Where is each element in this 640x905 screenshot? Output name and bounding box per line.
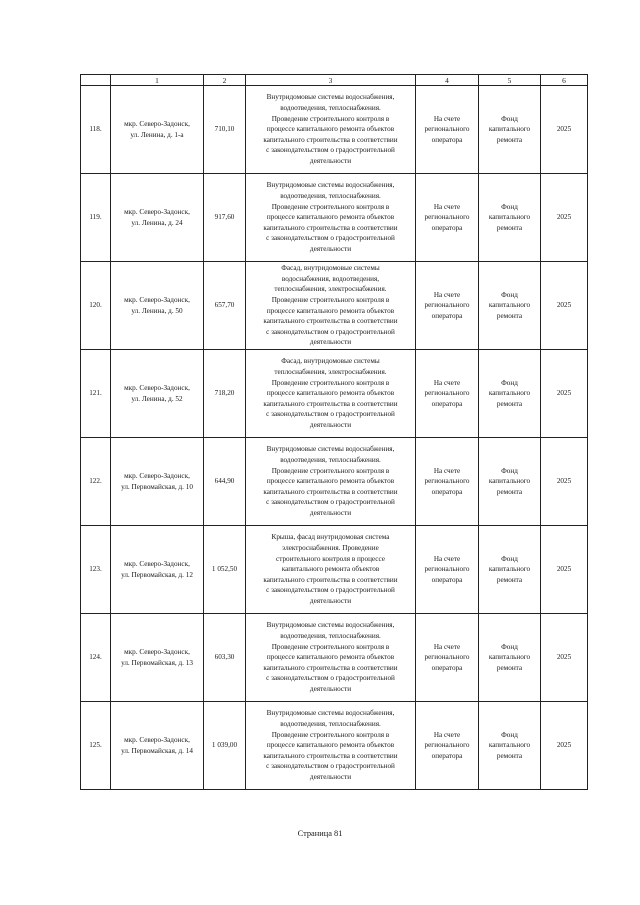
- table-row: [81, 174, 588, 262]
- funding-cell-line: капитального: [488, 477, 531, 486]
- works-cell-line: процессе капитального ремонта объектов: [266, 477, 395, 486]
- works-cell-line: деятельности: [309, 420, 352, 429]
- works-cell-line: Проведение строительного контроля в: [271, 202, 390, 211]
- works-cell-line: с законодательством о градостроительной: [266, 146, 395, 155]
- area-cell: 917,60: [204, 174, 246, 262]
- address-cell-line: мкр. Северо-Задонск,: [124, 559, 190, 568]
- works-cell-line: капитального ремонта объектов: [281, 565, 380, 574]
- funding-cell-line: капитального: [488, 653, 531, 662]
- works-cell: [246, 526, 416, 614]
- funding-cell-line: капитального: [488, 565, 531, 574]
- account-cell-line: оператора: [431, 751, 463, 760]
- works-cell-line: деятельности: [309, 244, 352, 253]
- row-number: 118.: [81, 86, 111, 174]
- row-number: 120.: [81, 262, 111, 350]
- works-cell-line: деятельности: [309, 508, 352, 517]
- page-number: Страница 81: [297, 829, 343, 838]
- row-number: 125.: [81, 702, 111, 790]
- account-cell-line: На счете: [433, 290, 461, 299]
- year-cell: 2025: [541, 702, 588, 790]
- funding-cell-line: Фонд: [501, 466, 518, 475]
- address-cell: [111, 702, 204, 790]
- header-cell-2: 2: [204, 75, 246, 86]
- works-cell-line: электроснабжения. Проведение: [282, 544, 379, 553]
- works-cell-line: Внутридомовые системы водоснабжения,: [266, 621, 395, 630]
- column-number-row: [81, 75, 588, 86]
- account-cell: [416, 86, 479, 174]
- works-cell-line: деятельности: [309, 156, 352, 165]
- works-cell-line: Внутридомовые системы водоснабжения,: [266, 445, 395, 454]
- funding-cell-line: ремонта: [496, 663, 523, 672]
- address-cell-line: ул. Ленина, д. 24: [131, 218, 183, 227]
- works-cell-line: с законодательством о градостроительной: [266, 234, 395, 243]
- funding-cell: [479, 438, 541, 526]
- account-cell-line: регионального: [424, 741, 470, 750]
- works-cell-line: с законодательством о градостроительной: [266, 498, 395, 507]
- funding-cell-line: ремонта: [496, 575, 523, 584]
- works-cell-line: процессе капитального ремонта объектов: [266, 306, 395, 315]
- works-cell-line: теплоснабжения, электроснабжения.: [274, 368, 387, 377]
- address-cell-line: ул. Ленина, д. 50: [131, 306, 183, 315]
- works-cell-line: капитального строительства в соответствии: [263, 751, 398, 760]
- works-cell-line: процессе капитального ремонта объектов: [266, 741, 395, 750]
- account-cell: [416, 350, 479, 438]
- account-cell-line: оператора: [431, 487, 463, 496]
- address-cell-line: ул. Первомайская, д. 12: [121, 570, 193, 579]
- area-cell: 644,90: [204, 438, 246, 526]
- works-cell-line: Проведение строительного контроля в: [271, 378, 390, 387]
- account-cell-line: оператора: [431, 399, 463, 408]
- funding-cell: [479, 350, 541, 438]
- works-cell: [246, 614, 416, 702]
- works-cell-line: водоотведения, теплоснабжения.: [280, 104, 381, 113]
- funding-cell-line: ремонта: [496, 751, 523, 760]
- funding-cell-line: капитального: [488, 301, 531, 310]
- works-cell-line: деятельности: [309, 772, 352, 781]
- row-number: 122.: [81, 438, 111, 526]
- works-cell-line: Проведение строительного контроля в: [271, 295, 390, 304]
- account-cell: [416, 262, 479, 350]
- works-cell-line: капитального строительства в соответствии: [263, 135, 398, 144]
- works-cell-line: Проведение строительного контроля в: [271, 114, 390, 123]
- funding-cell-line: ремонта: [496, 487, 523, 496]
- funding-cell-line: Фонд: [501, 642, 518, 651]
- year-cell: 2025: [541, 174, 588, 262]
- works-cell-line: Проведение строительного контроля в: [271, 642, 390, 651]
- works-cell-line: капитального строительства в соответствии: [263, 223, 398, 232]
- address-cell: [111, 438, 204, 526]
- works-cell-line: Внутридомовые системы водоснабжения,: [266, 93, 395, 102]
- funding-cell-line: ремонта: [496, 399, 523, 408]
- account-cell-line: На счете: [433, 378, 461, 387]
- account-cell-line: регионального: [424, 653, 470, 662]
- address-cell: [111, 614, 204, 702]
- works-cell: [246, 702, 416, 790]
- works-cell-line: Проведение строительного контроля в: [271, 730, 390, 739]
- works-cell-line: с законодательством о градостроительной: [266, 762, 395, 771]
- funding-cell-line: капитального: [488, 213, 531, 222]
- works-cell-line: водоотведения, теплоснабжения.: [280, 720, 381, 729]
- area-cell: 1 039,00: [204, 702, 246, 790]
- header-cell-1: 1: [111, 75, 204, 86]
- row-number: 124.: [81, 614, 111, 702]
- works-cell-line: деятельности: [309, 338, 352, 347]
- works-cell: [246, 350, 416, 438]
- account-cell-line: оператора: [431, 135, 463, 144]
- account-cell-line: оператора: [431, 663, 463, 672]
- year-cell: 2025: [541, 438, 588, 526]
- funding-cell-line: Фонд: [501, 202, 518, 211]
- funding-cell-line: капитального: [488, 741, 531, 750]
- works-cell-line: с законодательством о градостроительной: [266, 327, 395, 336]
- table-row: [81, 86, 588, 174]
- works-cell-line: капитального строительства в соответствии: [263, 663, 398, 672]
- works-cell: [246, 174, 416, 262]
- address-cell-line: ул. Первомайская, д. 13: [121, 658, 193, 667]
- funding-cell-line: Фонд: [501, 378, 518, 387]
- table-row: [81, 614, 588, 702]
- works-cell-line: с законодательством о градостроительной: [266, 674, 395, 683]
- account-cell-line: На счете: [433, 114, 461, 123]
- funding-cell-line: Фонд: [501, 290, 518, 299]
- funding-cell-line: Фонд: [501, 554, 518, 563]
- header-cell-blank: [81, 75, 111, 86]
- works-cell-line: капитального строительства в соответствии: [263, 399, 398, 408]
- year-cell: 2025: [541, 350, 588, 438]
- account-cell-line: На счете: [433, 730, 461, 739]
- address-cell: [111, 526, 204, 614]
- address-cell: [111, 262, 204, 350]
- address-cell-line: мкр. Северо-Задонск,: [124, 647, 190, 656]
- funding-cell-line: Фонд: [501, 114, 518, 123]
- works-cell-line: деятельности: [309, 596, 352, 605]
- account-cell-line: На счете: [433, 642, 461, 651]
- works-cell-line: с законодательством о градостроительной: [266, 410, 395, 419]
- funding-cell-line: капитального: [488, 125, 531, 134]
- works-cell-line: капитального строительства в соответствии: [263, 317, 398, 326]
- header-cell-4: 4: [416, 75, 479, 86]
- account-cell-line: регионального: [424, 213, 470, 222]
- works-cell-line: водоснабжения, водоотведения,: [281, 274, 380, 283]
- account-cell: [416, 614, 479, 702]
- row-number: 119.: [81, 174, 111, 262]
- address-cell: [111, 86, 204, 174]
- area-cell: 603,30: [204, 614, 246, 702]
- works-cell: [246, 438, 416, 526]
- header-cell-5: 5: [479, 75, 541, 86]
- works-cell: [246, 86, 416, 174]
- account-cell-line: оператора: [431, 575, 463, 584]
- address-cell-line: мкр. Северо-Задонск,: [124, 207, 190, 216]
- account-cell-line: На счете: [433, 202, 461, 211]
- funding-cell: [479, 526, 541, 614]
- account-cell: [416, 438, 479, 526]
- funding-cell: [479, 262, 541, 350]
- address-cell-line: мкр. Северо-Задонск,: [124, 119, 190, 128]
- table-row: [81, 350, 588, 438]
- address-cell: [111, 174, 204, 262]
- works-cell-line: Внутридомовые системы водоснабжения,: [266, 709, 395, 718]
- works-cell-line: процессе капитального ремонта объектов: [266, 389, 395, 398]
- area-cell: 710,10: [204, 86, 246, 174]
- table-row: [81, 526, 588, 614]
- address-cell-line: мкр. Северо-Задонск,: [124, 735, 190, 744]
- works-cell-line: Фасад, внутридомовые системы: [281, 357, 380, 366]
- account-cell: [416, 174, 479, 262]
- account-cell: [416, 526, 479, 614]
- address-cell-line: мкр. Северо-Задонск,: [124, 383, 190, 392]
- address-cell: [111, 350, 204, 438]
- account-cell-line: регионального: [424, 477, 470, 486]
- year-cell: 2025: [541, 526, 588, 614]
- address-cell-line: ул. Первомайская, д. 10: [121, 482, 193, 491]
- header-cell-3: 3: [246, 75, 416, 86]
- account-cell-line: регионального: [424, 301, 470, 310]
- address-cell-line: ул. Первомайская, д. 14: [121, 746, 193, 755]
- works-cell-line: теплоснабжения, электроснабжения.: [274, 285, 387, 294]
- area-cell: 1 052,50: [204, 526, 246, 614]
- account-cell-line: На счете: [433, 554, 461, 563]
- account-cell-line: регионального: [424, 125, 470, 134]
- funding-cell-line: ремонта: [496, 135, 523, 144]
- works-cell-line: водоотведения, теплоснабжения.: [280, 192, 381, 201]
- works-cell-line: Внутридомовые системы водоснабжения,: [266, 181, 395, 190]
- works-cell-line: строительного контроля в процессе: [276, 554, 385, 563]
- account-cell-line: оператора: [431, 311, 463, 320]
- address-cell-line: мкр. Северо-Задонск,: [124, 295, 190, 304]
- account-cell-line: регионального: [424, 565, 470, 574]
- funding-cell: [479, 86, 541, 174]
- works-cell-line: Проведение строительного контроля в: [271, 466, 390, 475]
- works-cell-line: водоотведения, теплоснабжения.: [280, 456, 381, 465]
- row-number: 123.: [81, 526, 111, 614]
- account-cell-line: оператора: [431, 223, 463, 232]
- address-cell-line: мкр. Северо-Задонск,: [124, 471, 190, 480]
- capital-repair-table: [80, 74, 588, 790]
- funding-cell: [479, 702, 541, 790]
- funding-cell-line: ремонта: [496, 311, 523, 320]
- header-cell-6: 6: [541, 75, 588, 86]
- works-cell-line: Фасад, внутридомовые системы: [281, 264, 380, 273]
- table-row: [81, 438, 588, 526]
- works-cell: [246, 262, 416, 350]
- works-cell-line: Крыша, фасад внутридомовая система: [271, 533, 390, 542]
- funding-cell-line: ремонта: [496, 223, 523, 232]
- area-cell: 657,70: [204, 262, 246, 350]
- year-cell: 2025: [541, 86, 588, 174]
- account-cell-line: регионального: [424, 389, 470, 398]
- works-cell-line: с законодательством о градостроительной: [266, 586, 395, 595]
- account-cell: [416, 702, 479, 790]
- works-cell-line: капитального строительства в соответствии: [263, 575, 398, 584]
- funding-cell: [479, 614, 541, 702]
- address-cell-line: ул. Ленина, д. 1-а: [130, 130, 184, 139]
- funding-cell: [479, 174, 541, 262]
- works-cell-line: капитального строительства в соответствии: [263, 487, 398, 496]
- funding-cell-line: Фонд: [501, 730, 518, 739]
- table-row: [81, 702, 588, 790]
- works-cell-line: деятельности: [309, 684, 352, 693]
- works-cell-line: водоотведения, теплоснабжения.: [280, 632, 381, 641]
- works-cell-line: процессе капитального ремонта объектов: [266, 653, 395, 662]
- row-number: 121.: [81, 350, 111, 438]
- works-cell-line: процессе капитального ремонта объектов: [266, 125, 395, 134]
- address-cell-line: ул. Ленина, д. 52: [131, 394, 183, 403]
- area-cell: 718,20: [204, 350, 246, 438]
- table-row: [81, 262, 588, 350]
- works-cell-line: процессе капитального ремонта объектов: [266, 213, 395, 222]
- year-cell: 2025: [541, 614, 588, 702]
- year-cell: 2025: [541, 262, 588, 350]
- funding-cell-line: капитального: [488, 389, 531, 398]
- account-cell-line: На счете: [433, 466, 461, 475]
